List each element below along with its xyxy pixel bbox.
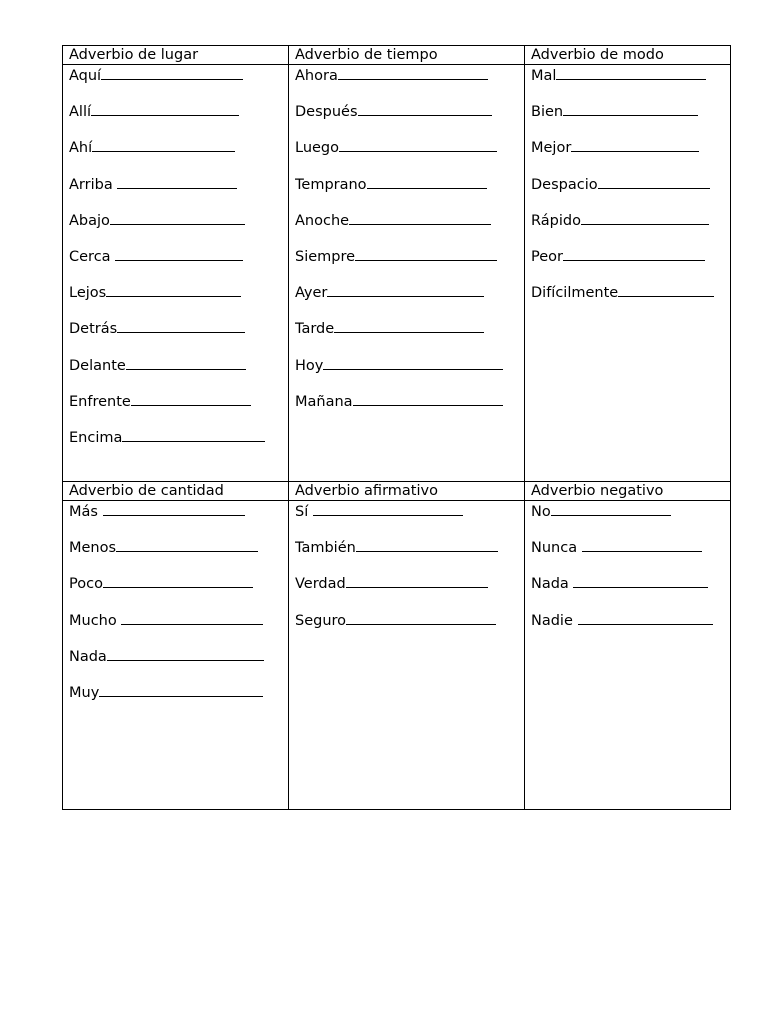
item-word: Bien [531, 104, 564, 121]
list-item [531, 101, 730, 137]
blank-line [126, 355, 246, 370]
blank-line [367, 174, 487, 189]
blank-line [598, 174, 710, 189]
item-word: Cerca [69, 248, 116, 265]
list-item [531, 210, 730, 246]
list-item [295, 573, 524, 609]
blank-line [92, 137, 235, 152]
list-item [295, 501, 524, 537]
item-word: Sí [295, 504, 313, 520]
item-word: Delante [69, 357, 126, 374]
blank-line [571, 137, 699, 152]
item-word: Tarde [295, 321, 335, 338]
list-item [69, 246, 288, 282]
item-word: Ahí [69, 140, 93, 157]
blank-line [556, 65, 706, 80]
list-item [69, 101, 288, 137]
list-item [531, 282, 730, 318]
list-item [69, 174, 288, 210]
blank-line [103, 573, 253, 588]
item-word: Hoy [295, 357, 324, 374]
list-item [295, 246, 524, 282]
blank-line [551, 501, 671, 516]
blank-line [117, 174, 237, 189]
tiempo-cell [289, 65, 525, 482]
blank-line [103, 501, 245, 516]
list-item [295, 537, 524, 573]
list-item [295, 391, 524, 427]
blank-line [131, 391, 251, 406]
item-word: Encima [69, 429, 123, 446]
bottom-header-row [63, 482, 731, 501]
list-item [295, 174, 524, 210]
cantidad-cell [63, 501, 289, 810]
list-item [69, 282, 288, 318]
list-item [531, 65, 730, 101]
item-word: Menos [69, 540, 117, 557]
item-word: Poco [69, 576, 103, 593]
blank-line [334, 318, 484, 333]
blank-line [578, 610, 713, 625]
blank-line [101, 65, 243, 80]
item-word: Arriba [69, 176, 118, 193]
item-word: Mucho [69, 612, 122, 629]
list-item [69, 537, 288, 573]
item-word: Siempre [295, 248, 356, 265]
list-item [69, 646, 288, 682]
list-item [69, 355, 288, 391]
blank-line [106, 282, 241, 297]
top-content-row [63, 65, 731, 482]
modo-cell [525, 65, 731, 482]
blank-line [618, 282, 714, 297]
item-word: Anoche [295, 212, 350, 229]
item-word: Ahora [295, 68, 338, 84]
item-word: Verdad [295, 576, 346, 593]
blank-line [353, 391, 503, 406]
bottom-content-row [63, 501, 731, 810]
list-item [531, 501, 730, 537]
blank-line [121, 610, 263, 625]
list-item [531, 174, 730, 210]
list-item [531, 573, 730, 609]
list-item [295, 318, 524, 354]
item-word: Abajo [69, 212, 110, 229]
item-word: Luego [295, 140, 340, 157]
blank-line [323, 355, 503, 370]
list-item [69, 391, 288, 427]
blank-line [107, 646, 264, 661]
blank-line [116, 537, 258, 552]
blank-line [115, 246, 243, 261]
item-word: Allí [69, 104, 92, 121]
list-item [531, 137, 730, 173]
blank-line [563, 101, 698, 116]
list-item [295, 101, 524, 137]
header-afirmativo: Adverbio afirmativo [289, 482, 525, 501]
header-modo: Adverbio de modo [525, 46, 731, 65]
blank-line [99, 682, 263, 697]
item-word: Difícilmente [531, 285, 619, 302]
item-word: Después [295, 104, 358, 121]
item-word: Nada [69, 648, 107, 665]
list-item [295, 137, 524, 173]
item-word: Seguro [295, 612, 347, 629]
item-word: Aquí [69, 68, 102, 84]
item-word: Detrás [69, 321, 118, 338]
list-item [531, 537, 730, 573]
blank-line [582, 537, 702, 552]
item-word: También [295, 540, 356, 557]
list-item [295, 355, 524, 391]
lugar-cell [63, 65, 289, 482]
top-header-row [63, 46, 731, 65]
list-item [69, 137, 288, 173]
blank-line [358, 101, 492, 116]
item-word: Nunca [531, 540, 582, 557]
blank-line [573, 573, 708, 588]
blank-line [349, 210, 491, 225]
blank-line [122, 427, 265, 442]
item-word: Más [69, 504, 103, 520]
item-word: Mañana [295, 393, 353, 410]
item-word: Muy [69, 684, 100, 701]
blank-line [110, 210, 245, 225]
item-word: Ayer [295, 285, 328, 302]
list-item [69, 65, 288, 101]
list-item [69, 427, 288, 463]
item-word: Enfrente [69, 393, 131, 410]
list-item [69, 318, 288, 354]
list-item [295, 65, 524, 101]
item-word: Nada [531, 576, 574, 593]
header-lugar: Adverbio de lugar [63, 46, 289, 65]
adverb-worksheet-table [62, 45, 731, 810]
blank-line [356, 537, 498, 552]
blank-line [327, 282, 484, 297]
item-word: Nadie [531, 612, 578, 629]
list-item [69, 501, 288, 537]
blank-line [355, 246, 497, 261]
item-word: Rápido [531, 212, 581, 229]
list-item [69, 682, 288, 718]
blank-line [339, 137, 497, 152]
negativo-cell [525, 501, 731, 810]
blank-line [581, 210, 709, 225]
blank-line [346, 610, 496, 625]
list-item [295, 210, 524, 246]
list-item [295, 282, 524, 318]
list-item [69, 573, 288, 609]
blank-line [346, 573, 488, 588]
item-word: Mal [531, 68, 557, 84]
blank-line [338, 65, 488, 80]
list-item [295, 610, 524, 646]
item-word: Mejor [531, 140, 572, 157]
item-word: Lejos [69, 285, 107, 302]
item-word: Peor [531, 248, 563, 265]
item-word: Temprano [295, 176, 367, 193]
header-negativo: Adverbio negativo [525, 482, 731, 501]
blank-line [563, 246, 705, 261]
item-word: No [531, 504, 551, 520]
blank-line [313, 501, 463, 516]
list-item [69, 610, 288, 646]
list-item [531, 246, 730, 282]
list-item [69, 210, 288, 246]
list-item [531, 610, 730, 646]
header-tiempo: Adverbio de tiempo [289, 46, 525, 65]
item-word: Despacio [531, 176, 598, 193]
afirmativo-cell [289, 501, 525, 810]
header-cantidad: Adverbio de cantidad [63, 482, 289, 501]
blank-line [117, 318, 245, 333]
blank-line [91, 101, 239, 116]
